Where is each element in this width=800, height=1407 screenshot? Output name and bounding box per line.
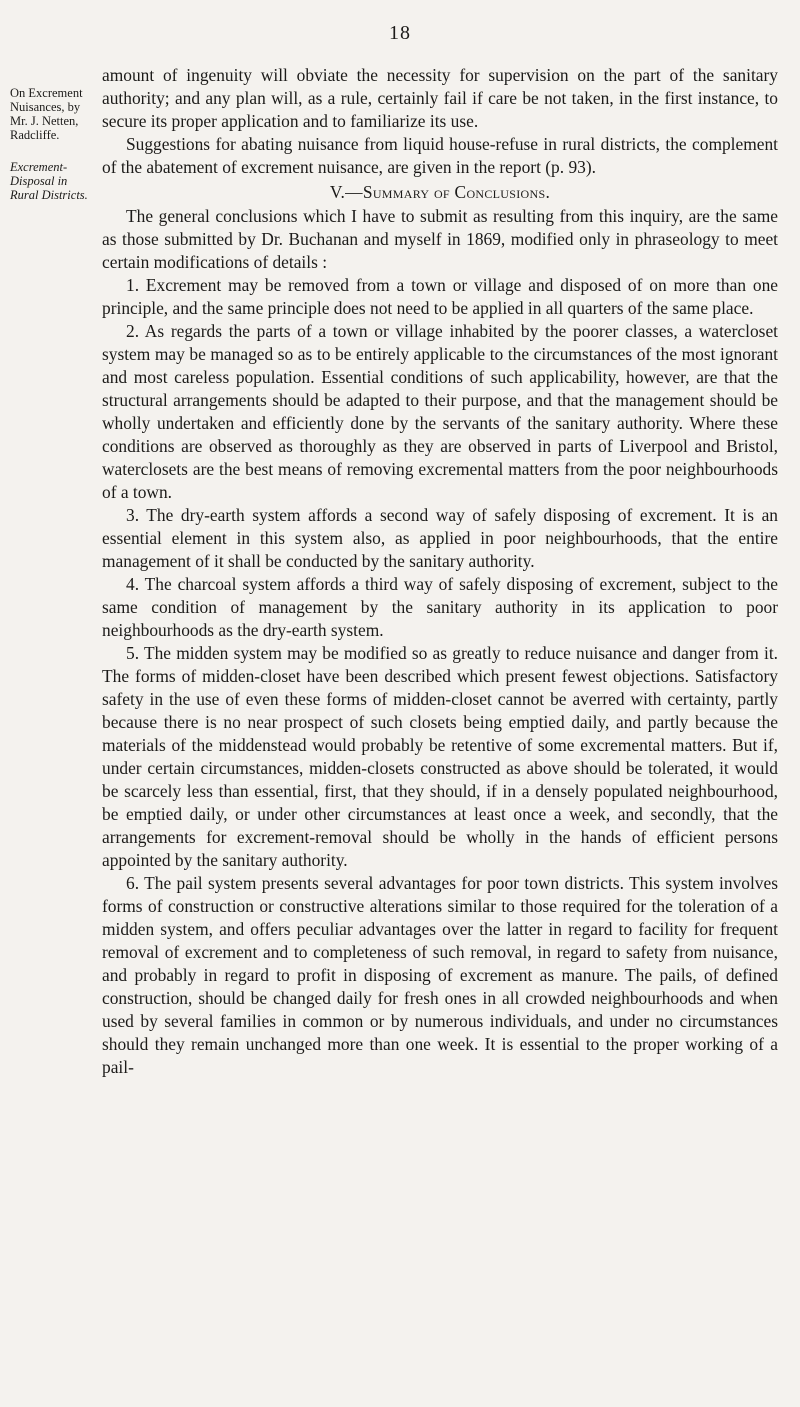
conclusion-4: 4. The charcoal system affords a third way of safely disposing of excrement, subject to the same condition of management by the sanitary authority in its application to poor neighbourhoods as the dry-earth system. <box>102 574 778 640</box>
paragraph-general-conclusions: The general conclusions which I have to submit as resulting from this inquiry, are the same as those submitted by Dr. Buchanan and myself in 1869, modified only in phraseology to meet certain modifications of details : <box>102 206 778 272</box>
conclusion-1: 1. Excrement may be removed from a town or village and disposed of on more than one principle, and the same principle does not need to be applied in all quarters of the same place. <box>102 275 778 318</box>
page-number: 18 <box>389 22 411 44</box>
conclusion-6: 6. The pail system presents several advantages for poor town districts. This system involves forms of construction or constructive alterations similar to those required for the toleration of a midden system, and offers peculiar advantages over the latter in regard to facility for frequent removal of excrement and to completeness of such removal, in regard to safety from nuisance, and probably in regard to profit in disposing of excrement as manure. The pails, of defined construction, should be changed daily for fresh ones in all crowded neighbourhoods and when used by several families in common or by numerous individuals, and under no circumstances should they remain unchanged more than one week. It is essential to the proper working of a pail- <box>102 873 778 1077</box>
section-heading-text: Summary of Conclusions. <box>362 182 551 202</box>
section-numeral: V.— <box>329 182 363 202</box>
conclusion-3: 3. The dry-earth system affords a second way of safely disposing of excrement. It is an essential element in this system also, as applied in poor neighbourhoods, that the entire management of it shall be conducted by the sanitary authority. <box>102 505 778 571</box>
conclusion-5: 5. The midden system may be modified so as greatly to reduce nuisance and danger from it. The forms of midden-closet have been described which present fewest objections. Satisfactory safety in the use of even these forms of midden-closet cannot be averred with certainty, partly because there is no near prospect of such closets being emptied daily, and partly because the materials of the middenstead would probably be retentive of some excremental matters. But if, under certain circumstances, midden-closets constructed as above should be tolerated, it would be scarcely less than essential, first, that they should, if in a densely populated neighbourhood, be emptied daily, or under other circumstances at least once a week, and secondly, that the arrangements for excrement-removal should be wholly in the hands of efficient persons appointed by the sanitary authority. <box>102 643 778 870</box>
paragraph-intro: amount of ingenuity will obviate the necessity for supervision on the part of the sanitary authority; and any plan will, as a rule, certainly fail if care be not taken, in the first instance, to secure its proper application and to familiarize its use. <box>102 65 778 131</box>
paragraph-suggestions: Suggestions for abating nuisance from liquid house-refuse in rural districts, the complement of the abatement of excrement nuisance, are given in the report (p. 93). <box>102 134 778 177</box>
section-heading <box>102 181 778 204</box>
margin-notes <box>10 86 96 220</box>
body-text <box>102 64 778 1079</box>
conclusion-2: 2. As regards the parts of a town or village inhabited by the poorer classes, a watercloset system may be managed so as to be entirely applicable to the circumstances of the most ignorant and most careless population. Essential conditions of such applicability, however, are that the structural arrangements should be adapted to their purpose, and that the management should be wholly undertaken and efficiently done by the servants of the sanitary authority. Where these conditions are observed as thoroughly as they are observed in parts of Liverpool and Bristol, waterclosets are the best means of removing excremental matters from the poor neighbourhoods of a town. <box>102 321 778 502</box>
margin-note-nuisances: On Excrement Nuisances, by Mr. J. Netten, Radcliffe. <box>10 86 83 142</box>
margin-note-rural-disposal: Excrement-Disposal in Rural Districts. <box>10 160 88 202</box>
